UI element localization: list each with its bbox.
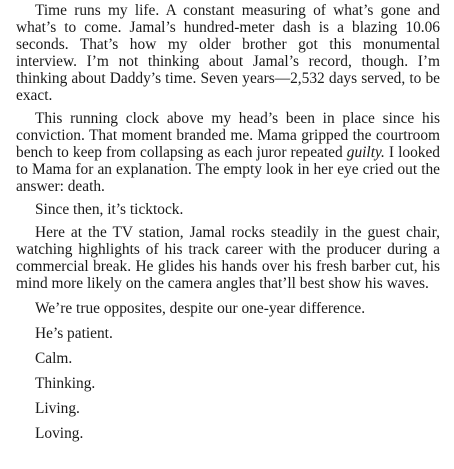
paragraph-3: Since then, it’s ticktock.	[35, 201, 184, 218]
paragraph-4: Here at the TV station, Jamal rocks steadily in the guest chair, watching highlights of his track career with the producer during a commercial break. He glides his hands over his fresh barber cut, his mind more likely on the camera angles that’ll best show his waves.	[16, 224, 440, 292]
paragraph-2	[16, 110, 440, 195]
book-page	[16, 0, 440, 442]
paragraph-1: Time runs my life. A constant measuring of what’s gone and what’s to come. Jamal’s hundred-meter dash is a blazing 10.06 seconds. That’s how my older brother got this monumental interview. I’m not thinking about Jamal’s record, though. I’m thinking about Daddy’s time. Seven years—2,532 days served, to be exact.	[16, 2, 440, 104]
paragraph-9: Living.	[35, 400, 80, 417]
paragraph-8: Thinking.	[35, 375, 96, 392]
paragraph-2-text-start: This running clock above my head’s been in place since his conviction. That moment branded me. Mama gripped the courtroom bench to keep from collapsing as each juror repeated	[16, 110, 440, 161]
paragraph-10: Loving.	[35, 425, 84, 442]
paragraph-5: We’re true opposites, despite our one-year difference.	[35, 300, 366, 317]
paragraph-2-emphasis: guilty.	[346, 144, 385, 161]
paragraph-6: He’s patient.	[35, 325, 113, 342]
paragraph-2-text-end: I looked to Mama for an explanation. The empty look in her eye cried out the answer: death.	[16, 144, 440, 195]
paragraph-7: Calm.	[35, 350, 73, 367]
